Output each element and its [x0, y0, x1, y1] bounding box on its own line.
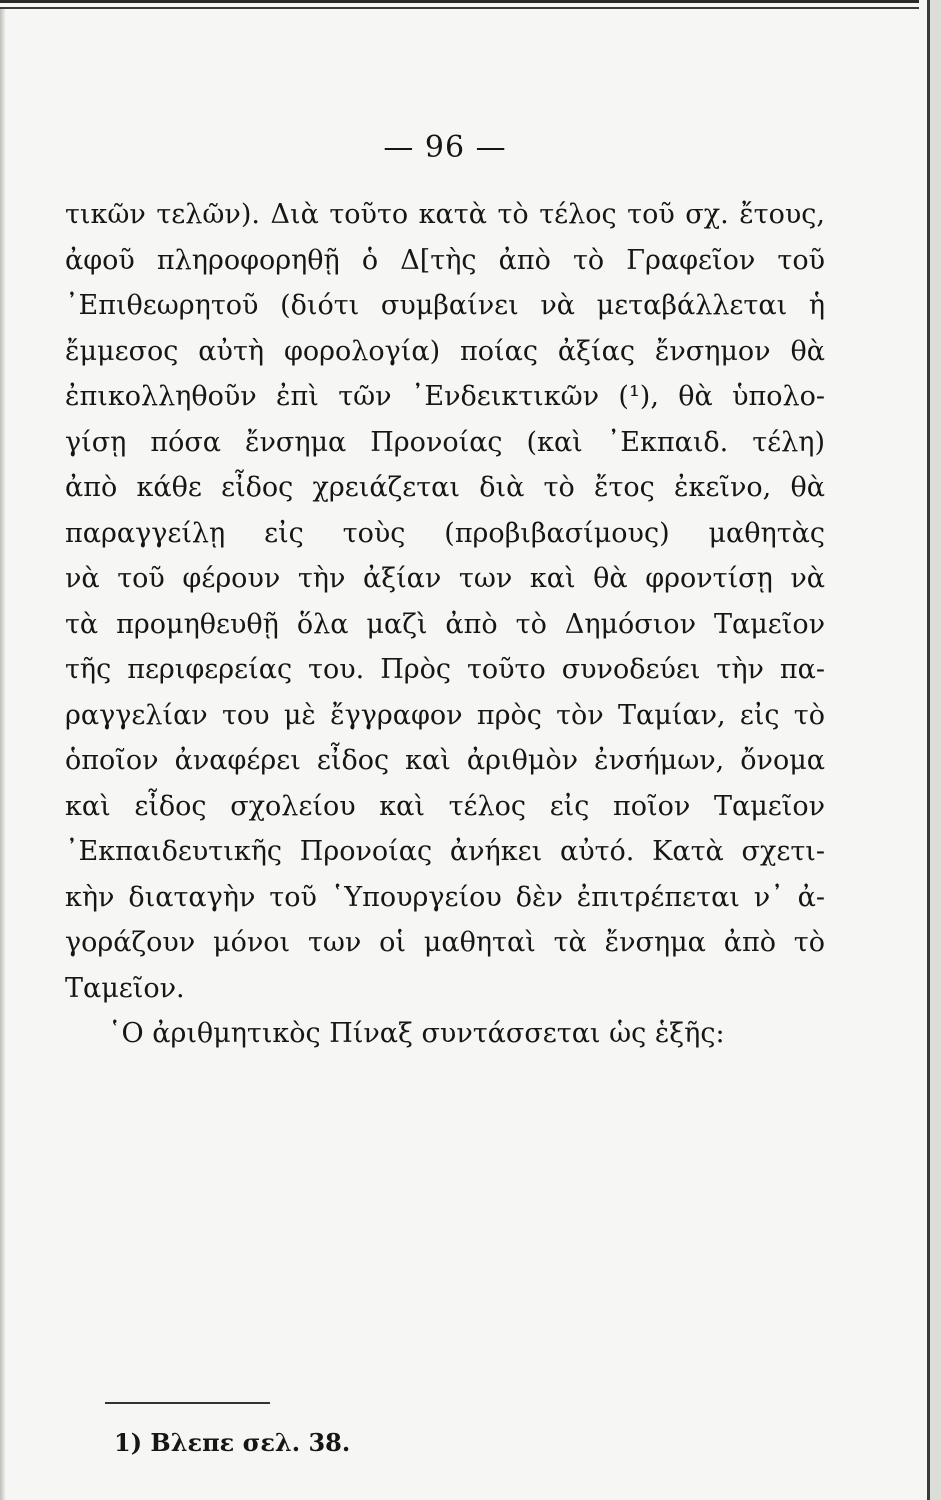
- book-spine: [919, 0, 941, 1500]
- text-line: καὶ εἶδος σχολείου καὶ τέλος εἰς ποῖον Ταμεῖον: [65, 790, 825, 822]
- text-line: κὴν διαταγὴν τοῦ ῾Υπουργείου δὲν ἐπιτρέπεται ν᾿ ἀ-: [65, 881, 825, 913]
- closing-line: ῾Ο ἀριθμητικὸς Πίναξ συντάσσεται ὡς ἑξῆς:: [108, 1018, 725, 1049]
- text-line: ἔμμεσος αὐτὴ φορολογία) ποίας ἀξίας ἔνσημον θὰ: [65, 335, 825, 367]
- text-line: ᾿Επιθεωρητοῦ (διότι συμβαίνει νὰ μεταβάλλεται ἡ: [65, 290, 825, 321]
- footnote: 1) Βλεπε σελ. 38.: [114, 1428, 351, 1457]
- top-rule: [0, 0, 941, 14]
- text-line: ἀπὸ κάθε εἶδος χρειάζεται διὰ τὸ ἔτος ἐκεῖνο, θὰ: [65, 472, 825, 503]
- text-line: γοράζουν μόνοι των οἱ μαθηταὶ τὰ ἔνσημα ἀπὸ τὸ: [65, 927, 825, 958]
- text-line: τῆς περιφερείας του. Πρὸς τοῦτο συνοδεύει τὴν πα-: [65, 654, 825, 685]
- page-number: — 96 —: [383, 130, 507, 165]
- text-line: τὰ προμηθευθῇ ὅλα μαζὶ ἀπὸ τὸ Δημόσιον Ταμεῖον: [65, 608, 825, 640]
- text-line: ἐπικολληθοῦν ἐπὶ τῶν ᾿Ενδεικτικῶν (¹), θὰ ὑπολο-: [65, 381, 825, 412]
- text-line: Ταμεῖον.: [65, 972, 185, 1004]
- footnote-divider: [105, 1402, 270, 1404]
- page-left-edge: [0, 0, 6, 1500]
- text-line: γίσῃ πόσα ἔνσημα Προνοίας (καὶ ᾿Εκπαιδ. τέλη): [65, 426, 825, 458]
- text-line: ἀφοῦ πληροφορηθῇ ὁ Δ[τὴς ἀπὸ τὸ Γραφεῖον τοῦ: [65, 244, 825, 276]
- text-line: ὁποῖον ἀναφέρει εἶδος καὶ ἀριθμὸν ἐνσήμων, ὄνομα: [65, 745, 825, 776]
- text-line: ραγγελίαν του μὲ ἔγγραφον πρὸς τὸν Ταμίαν, εἰς τὸ: [65, 699, 825, 731]
- body-text: [65, 192, 825, 1057]
- text-line: παραγγείλῃ εἰς τοὺς (προβιβασίμους) μαθητὰς: [65, 517, 825, 549]
- text-line: ᾿Εκπαιδευτικῆς Προνοίας ἀνήκει αὐτό. Κατὰ σχετι-: [65, 836, 825, 867]
- text-line: τικῶν τελῶν). Διὰ τοῦτο κατὰ τὸ τέλος τοῦ σχ. ἔτους,: [65, 199, 825, 230]
- text-line: νὰ τοῦ φέρουν τὴν ἀξίαν των καὶ θὰ φροντίσῃ νὰ: [65, 563, 825, 594]
